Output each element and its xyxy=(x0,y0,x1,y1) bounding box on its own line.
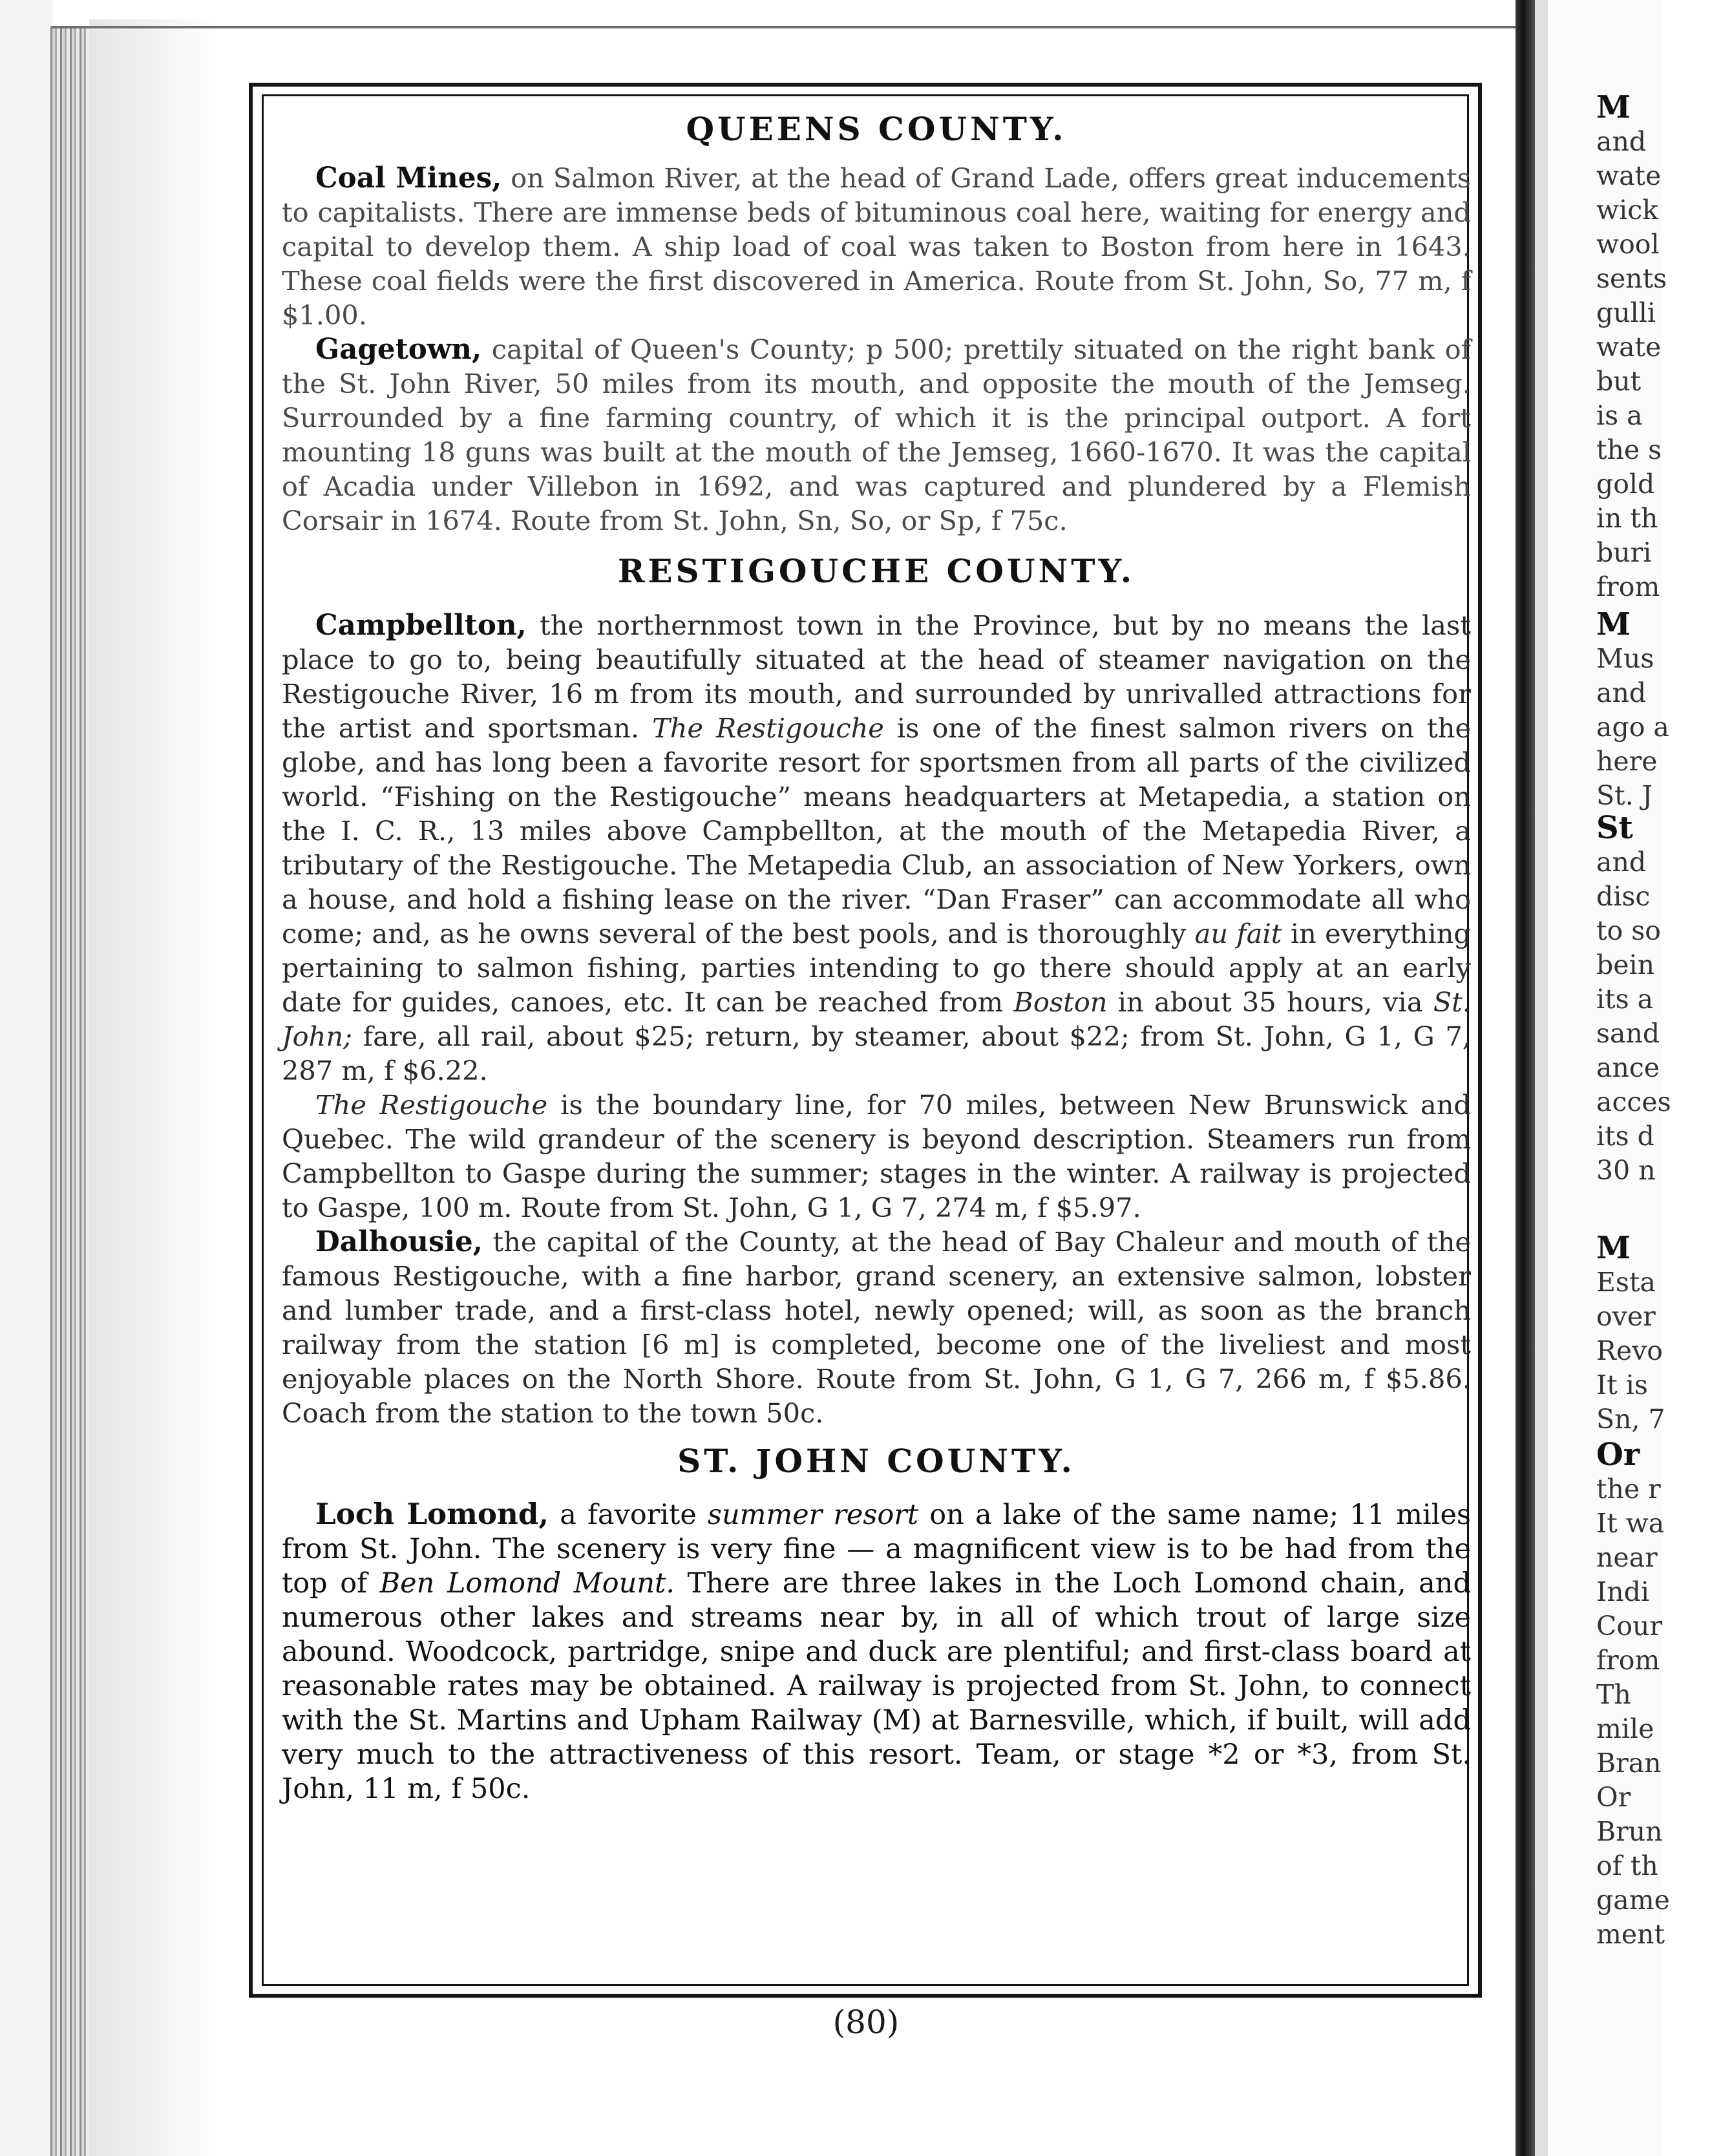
facing-page-line: here xyxy=(1596,746,1658,777)
facing-page-line: Cour xyxy=(1596,1611,1663,1642)
facing-page-line: near xyxy=(1596,1542,1658,1573)
italic-text: Ben Lomond Mount. xyxy=(379,1567,675,1600)
italic-text: The Restigouche xyxy=(652,712,884,744)
entry-name: Gagetown, xyxy=(315,333,482,366)
facing-page-line: Sn, 7 xyxy=(1596,1404,1665,1435)
facing-page-line: It is xyxy=(1596,1369,1648,1400)
facing-page-line: gold xyxy=(1596,469,1655,500)
facing-page-line: and xyxy=(1596,126,1647,157)
facing-page-line: wate xyxy=(1596,332,1662,363)
entry-text: the northernmost town in the Province, but by no means the last place to go to, being beautifully situated at the head of steamer navigation on the Restigouche River, 16 m from its mouth, and surrounded by unrivalled attractions for the artist and sportsman. xyxy=(282,609,1471,744)
entry-text: in everything pertaining to salmon fishing, parties intending to go there should apply at an early date for guides, canoes, etc. It can be reached from xyxy=(282,918,1472,1018)
entry-text: the capital of the County, at the head of Bay Chaleur and mouth of the famous Restigouche, with a fine harbor, grand scenery, an extensive salmon, lobster and lumber trade, and a first-class hotel, newly opened; will, as soon as the branch railway from the station [6 m] is completed, become one of the liveliest and most enjoyable places on the North Shore. Route from St. John, G 1, G 7, 266 m, f $5.86. Coach from the station to the town 50c. xyxy=(282,1226,1471,1429)
facing-page-line: disc xyxy=(1596,881,1651,912)
page-content xyxy=(282,103,1471,1806)
facing-page-line: Brun xyxy=(1596,1816,1663,1847)
facing-page-line: in th xyxy=(1596,503,1658,534)
facing-page-line: from xyxy=(1596,571,1660,602)
facing-page-line: M xyxy=(1596,606,1631,642)
heading-restigouche-county: RESTIGOUCHE COUNTY. xyxy=(617,552,1135,590)
facing-page-line: St xyxy=(1596,810,1633,846)
book-gutter xyxy=(1516,0,1535,2156)
italic-text: St. John; xyxy=(282,986,1471,1052)
facing-page-line: acces xyxy=(1596,1086,1671,1117)
facing-page-line: ago a xyxy=(1596,712,1669,743)
facing-page-line: and xyxy=(1596,847,1647,878)
italic-text: au fait xyxy=(1194,918,1282,949)
heading-st-john-county: ST. JOHN COUNTY. xyxy=(677,1442,1075,1480)
entry-coal-mines xyxy=(282,161,1471,332)
facing-page-line: over xyxy=(1596,1301,1656,1332)
facing-page-line: to so xyxy=(1596,915,1661,946)
facing-page-line: Th xyxy=(1596,1679,1631,1710)
entry-text: on a lake of the same name; 11 miles from St. John. The scenery is very fine — a magnificent view is to be had from the top of xyxy=(282,1499,1472,1600)
page-top-edge xyxy=(52,26,1519,28)
facing-page-text-block-5 xyxy=(1596,1437,1670,1952)
entry-loch-lomond xyxy=(282,1497,1471,1806)
facing-page-line: Mus xyxy=(1596,643,1654,674)
italic-text: The Restigouche xyxy=(315,1089,548,1121)
facing-page-line: Bran xyxy=(1596,1748,1662,1779)
facing-page-line: Or xyxy=(1596,1437,1640,1473)
facing-page-line: but xyxy=(1596,366,1642,397)
facing-page-line: the r xyxy=(1596,1474,1661,1505)
gutter-edge xyxy=(1535,0,1548,2156)
entry-text: fare, all rail, about $25; return, by steamer, about $22; from St. John, G 1, G 7, 287 m, f $6.22. xyxy=(282,1020,1471,1086)
facing-page-line: game xyxy=(1596,1885,1670,1916)
facing-page-line: the s xyxy=(1596,434,1662,465)
entry-restigouche-boundary xyxy=(282,1088,1471,1225)
facing-page-line: M xyxy=(1596,1230,1631,1266)
entry-text: on Salmon River, at the head of Grand Lade, offers great inducements to capitalists. There are immense beds of bituminous coal here, waiting for energy and capital to develop them. A ship load of coal was taken to Boston from here in 1643. These coal fields were the first discovered in America. Route from St. John, So, 77 m, f $1.00. xyxy=(282,162,1471,331)
facing-page-line: buri xyxy=(1596,537,1652,568)
facing-page-text-block-2 xyxy=(1596,606,1669,813)
facing-page-line: sand xyxy=(1596,1018,1660,1049)
facing-page-line: Indi xyxy=(1596,1576,1649,1607)
facing-page-line: its a xyxy=(1596,984,1654,1015)
facing-page-line: It wa xyxy=(1596,1508,1665,1539)
page-edges xyxy=(50,26,89,2156)
facing-page-line: 30 n xyxy=(1596,1155,1656,1186)
facing-page-line: from xyxy=(1596,1645,1660,1676)
facing-page-line: Or xyxy=(1596,1782,1631,1813)
entry-name: Dalhousie, xyxy=(315,1225,483,1258)
entry-text: in about 35 hours, via xyxy=(1107,986,1433,1018)
facing-page-line: wool xyxy=(1596,229,1660,260)
facing-page-line: is a xyxy=(1596,400,1643,431)
facing-page-line: Revo xyxy=(1596,1335,1663,1366)
facing-page-line: mile xyxy=(1596,1713,1654,1744)
facing-page-line: bein xyxy=(1596,949,1655,980)
entry-text: There are three lakes in the Loch Lomond chain, and numerous other lakes and streams near by, in all of which trout of large size abound. Woodcock, partridge, snipe and duck are plentiful; and first-class board at reasonable rates may be obtained. A railway is projected from St. John, to connect with the St. Martins and Upham Railway (M) at Barnesville, which, if built, will add very much to the attractiveness of this resort. Team, or stage *2 or *3, from St. John, 11 m, f 50c. xyxy=(282,1567,1472,1805)
italic-text: Boston xyxy=(1013,986,1108,1018)
entry-gagetown xyxy=(282,332,1471,538)
entry-name: Campbellton, xyxy=(315,609,527,642)
heading-queens-county: QUEENS COUNTY. xyxy=(686,110,1067,148)
entry-text: is the boundary line, for 70 miles, between New Brunswick and Quebec. The wild grandeur of the scenery is beyond description. Steamers run from Campbellton to Gaspe during the summer; stages in the winter. A railway is projected to Gaspe, 100 m. Route from St. John, G 1, G 7, 274 m, f $5.97. xyxy=(282,1089,1471,1223)
facing-page-text-block-1 xyxy=(1596,89,1667,604)
facing-page-line: ment xyxy=(1596,1919,1665,1950)
facing-page-line: M xyxy=(1596,89,1631,125)
entry-text: is one of the finest salmon rivers on the globe, and has long been a favorite resort for sportsmen from all parts of the civilized world. “Fishing on the Restigouche” means headquarters at Metapedia, a station on the I. C. R., 13 miles above Campbellton, at the mouth of the Metapedia River, a tributary of the Restigouche. The Metapedia Club, an association of New Yorkers, own a house, and hold a fishing lease on the river. “Dan Fraser” can accommodate all who come; and, as he owns several of the best pools, and is thoroughly xyxy=(282,712,1471,949)
entry-text: capital of Queen's County; p 500; prettily situated on the right bank of the St. John River, 50 miles from its mouth, and opposite the mouth of the Jemseg. Surrounded by a fine farming country, of which it is the principal outport. A fort mounting 18 guns was built at the mouth of the Jemseg, 1660-1670. It was the capital of Acadia under Villebon in 1692, and was captured and plundered by a Flemish Corsair in 1674. Route from St. John, Sn, So, or Sp, f 75c. xyxy=(282,333,1471,536)
facing-page-line: of th xyxy=(1596,1850,1658,1881)
facing-page-line: and xyxy=(1596,677,1647,708)
entry-name: Loch Lomond, xyxy=(315,1497,549,1531)
page-number: (80) xyxy=(832,2003,900,2041)
facing-page-line: wate xyxy=(1596,160,1662,191)
facing-page-line: Esta xyxy=(1596,1267,1656,1298)
facing-page-text-block-4 xyxy=(1596,1230,1665,1437)
entry-dalhousie xyxy=(282,1225,1471,1430)
facing-page-text-block-3 xyxy=(1596,810,1671,1188)
facing-page-line: its d xyxy=(1596,1121,1654,1152)
entry-text: a favorite xyxy=(549,1499,708,1531)
page-margin-left xyxy=(0,0,53,2156)
facing-page-line: St. J xyxy=(1596,780,1653,811)
spine-shadow xyxy=(89,19,218,2156)
facing-page-line: sents xyxy=(1596,263,1667,294)
italic-text: summer resort xyxy=(707,1499,919,1531)
entry-name: Coal Mines, xyxy=(315,162,502,195)
facing-page-line: ance xyxy=(1596,1052,1660,1083)
entry-campbellton xyxy=(282,608,1471,1088)
facing-page-line: wick xyxy=(1596,195,1659,226)
facing-page-line: gulli xyxy=(1596,297,1656,328)
